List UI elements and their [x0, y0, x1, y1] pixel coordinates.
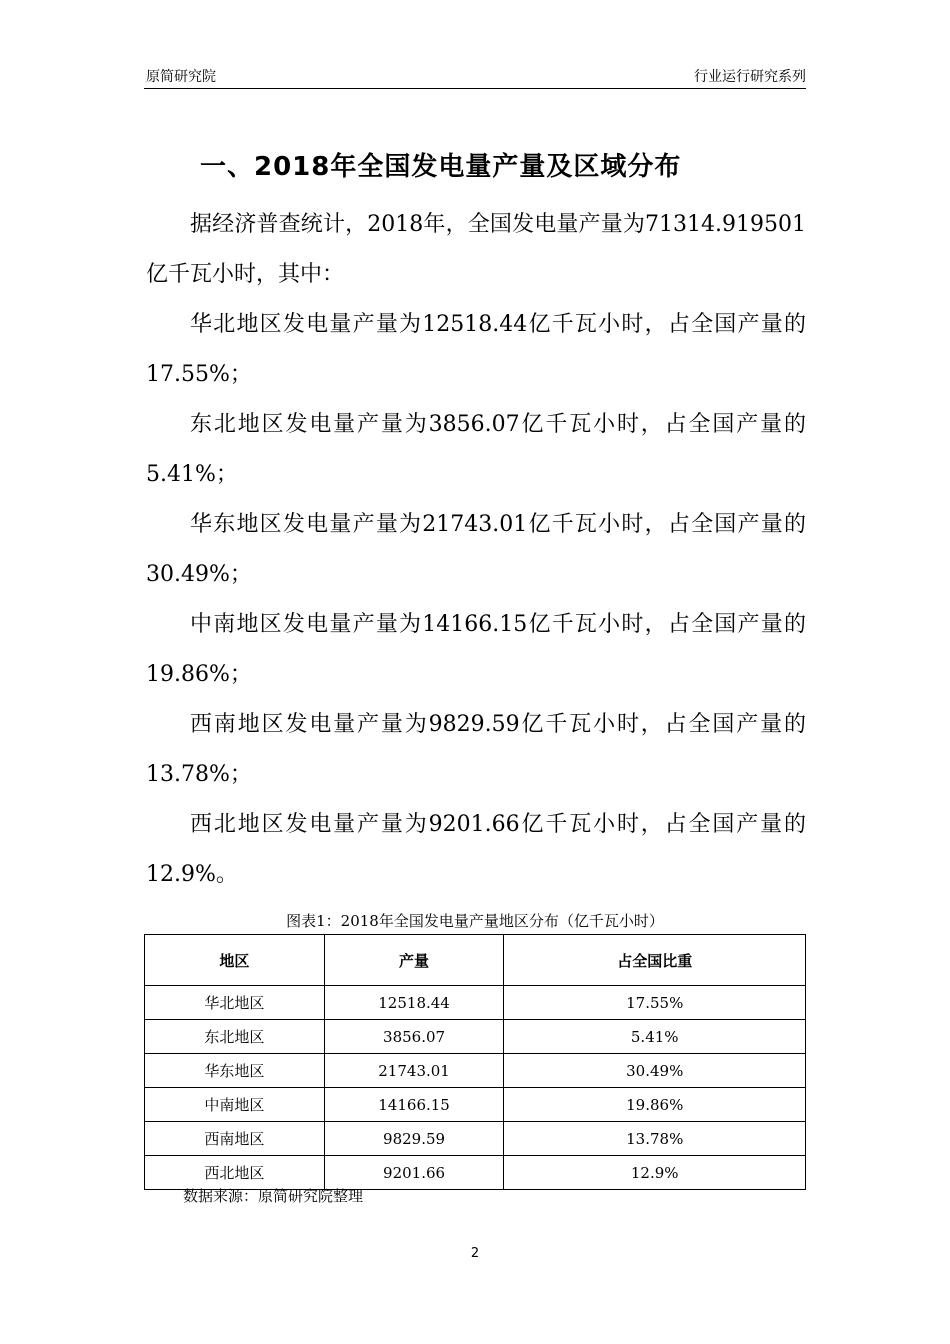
paragraph-northwest: 西北地区发电量产量为9201.66亿千瓦小时，占全国产量的12.9%。 — [146, 812, 806, 887]
cell-share: 17.55% — [504, 986, 806, 1020]
cell-share: 19.86% — [504, 1088, 806, 1122]
cell-region: 西南地区 — [145, 1122, 325, 1156]
table-header-row — [145, 935, 806, 986]
cell-output: 3856.07 — [324, 1020, 504, 1054]
table-source-note: 数据来源：原简研究院整理 — [183, 1187, 364, 1205]
column-header-output: 产量 — [324, 935, 504, 986]
paragraph-east: 华东地区发电量产量为21743.01亿千瓦小时，占全国产量的30.49%； — [146, 512, 806, 587]
column-header-region: 地区 — [145, 935, 325, 986]
cell-output: 9829.59 — [324, 1122, 504, 1156]
cell-region: 华北地区 — [145, 986, 325, 1020]
table-caption: 图表1：2018年全国发电量产量地区分布（亿千瓦小时） — [286, 912, 664, 930]
cell-share: 30.49% — [504, 1054, 806, 1088]
cell-region: 东北地区 — [145, 1020, 325, 1054]
body-text — [146, 200, 806, 900]
page-number: 2 — [470, 1246, 480, 1261]
cell-share: 5.41% — [504, 1020, 806, 1054]
table-row — [145, 1020, 806, 1054]
cell-output: 21743.01 — [324, 1054, 504, 1088]
header-series-name: 行业运行研究系列 — [694, 69, 806, 85]
paragraph-north: 华北地区发电量产量为12518.44亿千瓦小时，占全国产量的17.55%； — [146, 312, 806, 387]
table-row — [145, 1122, 806, 1156]
paragraph-intro: 据经济普查统计，2018年，全国发电量产量为71314.919501亿千瓦小时，其中： — [146, 212, 806, 287]
cell-share: 12.9% — [504, 1156, 806, 1190]
cell-share: 13.78% — [504, 1122, 806, 1156]
section-title: 一、2018年全国发电量产量及区域分布 — [200, 152, 682, 182]
header-org-name: 原简研究院 — [146, 69, 216, 85]
cell-region: 华东地区 — [145, 1054, 325, 1088]
cell-output: 12518.44 — [324, 986, 504, 1020]
distribution-table — [144, 934, 806, 1190]
paragraph-northeast: 东北地区发电量产量为3856.07亿千瓦小时，占全国产量的5.41%； — [146, 412, 806, 487]
paragraph-southwest: 西南地区发电量产量为9829.59亿千瓦小时，占全国产量的13.78%； — [146, 712, 806, 787]
table-row — [145, 986, 806, 1020]
cell-output: 14166.15 — [324, 1088, 504, 1122]
cell-output: 9201.66 — [324, 1156, 504, 1190]
table-row — [145, 1054, 806, 1088]
cell-region: 中南地区 — [145, 1088, 325, 1122]
cell-region: 西北地区 — [145, 1156, 325, 1190]
header-divider — [144, 88, 806, 89]
column-header-share: 占全国比重 — [504, 935, 806, 986]
table-row — [145, 1088, 806, 1122]
paragraph-central-south: 中南地区发电量产量为14166.15亿千瓦小时，占全国产量的19.86%； — [146, 612, 806, 687]
